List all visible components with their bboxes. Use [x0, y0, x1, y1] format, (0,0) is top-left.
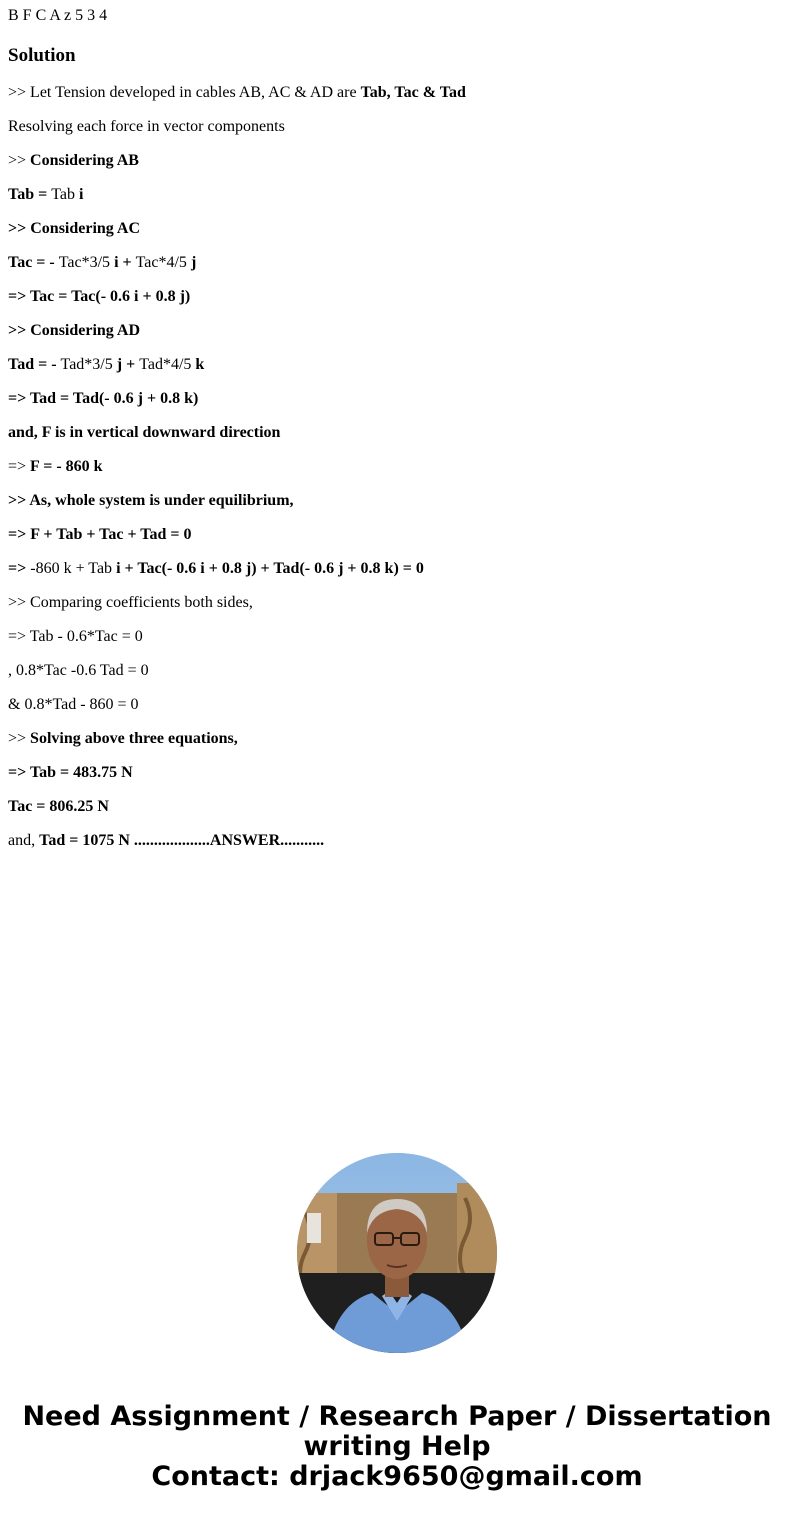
tad-result-line: => Tad = Tad(- 0.6 j + 0.8 k): [8, 390, 199, 407]
answer-tad-line: and, Tad = 1075 N ...................ANSWER...........: [8, 832, 325, 849]
solving-line: >> Solving above three equations,: [8, 730, 238, 747]
banner-line-2: writing Help: [303, 1431, 491, 1462]
equation-2-line: , 0.8*Tac -0.6 Tad = 0: [8, 662, 149, 679]
answer-tac-line: Tac = 806.25 N: [8, 798, 109, 815]
banner-contact-line: Contact: drjack9650@gmail.com: [151, 1461, 643, 1492]
tac-vector-line: Tac = - Tac*3/5 i + Tac*4/5 j: [8, 254, 197, 271]
answer-tab-line: => Tab = 483.75 N: [8, 764, 133, 781]
f-vector-line: => F = - 860 k: [8, 458, 103, 475]
banner-line-1: Need Assignment / Research Paper / Dissertation: [22, 1401, 772, 1432]
contact-banner: [0, 1402, 794, 1492]
resolving-line: Resolving each force in vector components: [8, 118, 285, 135]
considering-ab-line: >> Considering AB: [8, 152, 139, 169]
sum-equation-line: => F + Tab + Tac + Tad = 0: [8, 526, 192, 543]
equation-1-line: => Tab - 0.6*Tac = 0: [8, 628, 143, 645]
expanded-equation-line: => -860 k + Tab i + Tac(- 0.6 i + 0.8 j) + Tad(- 0.6 j + 0.8 k) = 0: [8, 560, 424, 577]
tad-vector-line: Tad = - Tad*3/5 j + Tad*4/5 k: [8, 356, 205, 373]
intro-line: >> Let Tension developed in cables AB, AC & AD are Tab, Tac & Tad: [8, 84, 466, 101]
f-direction-line: and, F is in vertical downward direction: [8, 424, 281, 441]
equation-3-line: & 0.8*Tad - 860 = 0: [8, 696, 139, 713]
figure-labels: B F C A z 5 3 4: [8, 7, 108, 24]
author-portrait-illustration: [297, 1153, 497, 1353]
considering-ac-line: >> Considering AC: [8, 220, 141, 237]
solution-heading: Solution: [8, 45, 76, 66]
considering-ad-line: >> Considering AD: [8, 322, 141, 339]
comparing-line: >> Comparing coefficients both sides,: [8, 594, 253, 611]
tac-result-line: => Tac = Tac(- 0.6 i + 0.8 j): [8, 288, 191, 305]
tab-vector-line: Tab = Tab i: [8, 186, 84, 203]
author-avatar: [297, 1153, 497, 1353]
equilibrium-line: >> As, whole system is under equilibrium,: [8, 492, 294, 509]
